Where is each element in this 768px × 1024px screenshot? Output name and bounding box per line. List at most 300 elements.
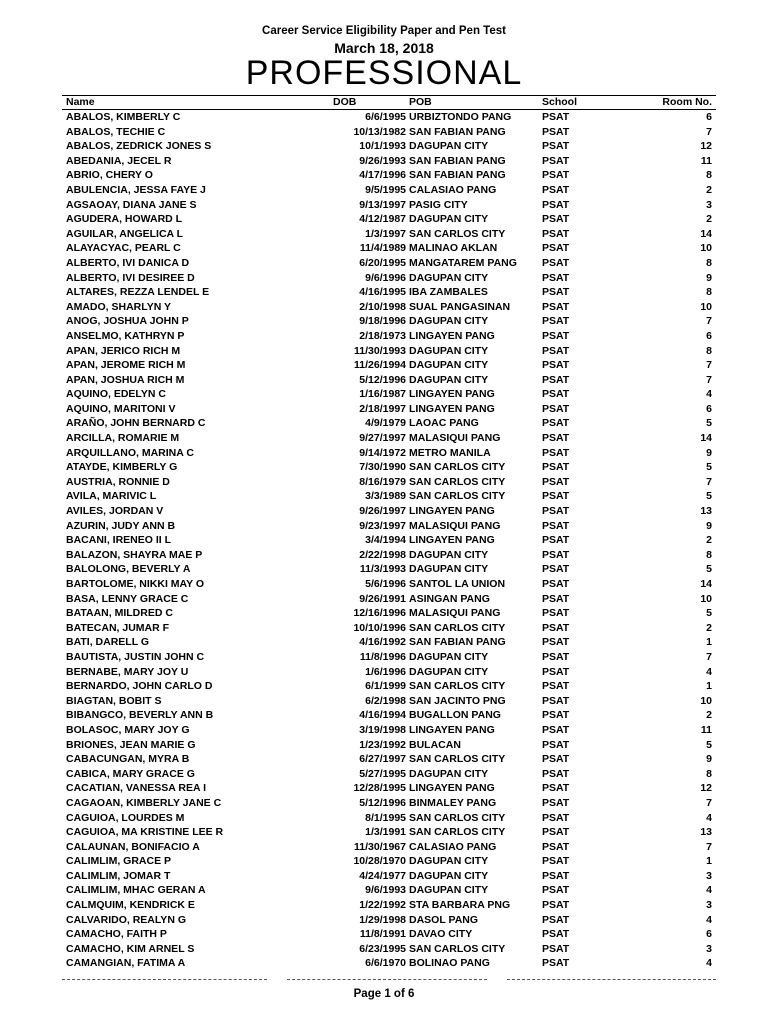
cell-dob: 11/4/1989 — [359, 242, 406, 255]
cell-room: 7 — [706, 650, 712, 663]
cell-school: PSAT — [542, 242, 570, 255]
cell-name: ARQUILLANO, MARINA C — [66, 446, 194, 459]
cell-school: PSAT — [542, 344, 570, 357]
cell-school: PSAT — [542, 198, 570, 211]
table-row — [0, 358, 768, 373]
cell-name: CAMACHO, KIM ARNEL S — [66, 942, 195, 955]
cell-pob: DAGUPAN CITY — [409, 344, 489, 357]
cell-name: CAMANGIAN, FATIMA A — [66, 957, 186, 970]
cell-pob: SAN CARLOS CITY — [409, 475, 506, 488]
cell-school: PSAT — [542, 388, 570, 401]
cell-name: BIAGTAN, BOBIT S — [66, 694, 162, 707]
cell-dob: 1/16/1987 — [359, 388, 406, 401]
cell-room: 4 — [706, 913, 712, 926]
table-row — [0, 738, 768, 753]
table-row — [0, 679, 768, 694]
cell-name: ALTARES, REZZA LENDEL E — [66, 286, 210, 299]
cell-name: CAGUIOA, LOURDES M — [66, 811, 185, 824]
cell-name: ANSELMO, KATHRYN P — [66, 329, 185, 342]
cell-dob: 12/16/1996 — [353, 607, 406, 620]
cell-room: 8 — [706, 548, 712, 561]
cell-dob: 2/18/1997 — [359, 402, 406, 415]
table-row — [0, 460, 768, 475]
cell-dob: 9/23/1997 — [359, 519, 406, 532]
cell-name: BAUTISTA, JUSTIN JOHN C — [66, 650, 205, 663]
cell-dob: 8/16/1979 — [359, 475, 406, 488]
table-row — [0, 154, 768, 169]
cell-room: 10 — [700, 242, 712, 255]
cell-school: PSAT — [542, 140, 570, 153]
cell-dob: 5/27/1995 — [359, 767, 406, 780]
table-row — [0, 227, 768, 242]
cell-pob: SAN CARLOS CITY — [409, 680, 506, 693]
cell-dob: 4/16/1994 — [359, 709, 406, 722]
cell-school: PSAT — [542, 811, 570, 824]
cell-room: 7 — [706, 373, 712, 386]
cell-school: PSAT — [542, 402, 570, 415]
cell-school: PSAT — [542, 256, 570, 269]
cell-pob: MALASIQUI PANG — [409, 519, 501, 532]
cell-dob: 12/28/1995 — [353, 782, 406, 795]
cell-name: AUSTRIA, RONNIE D — [66, 475, 170, 488]
cell-school: PSAT — [542, 782, 570, 795]
table-row — [0, 285, 768, 300]
cell-dob: 1/22/1992 — [359, 899, 406, 912]
cell-room: 9 — [706, 519, 712, 532]
cell-name: BALOLONG, BEVERLY A — [66, 563, 191, 576]
cell-pob: CALASIAO PANG — [409, 840, 497, 853]
cell-dob: 11/3/1993 — [359, 563, 406, 576]
table-row — [0, 942, 768, 957]
cell-dob: 10/1/1993 — [359, 140, 406, 153]
cell-pob: BOLINAO PANG — [409, 957, 490, 970]
cell-pob: BULACAN — [409, 738, 461, 751]
table-row — [0, 533, 768, 548]
cell-room: 7 — [706, 315, 712, 328]
cell-pob: DAVAO CITY — [409, 928, 473, 941]
cell-pob: METRO MANILA — [409, 446, 491, 459]
cell-school: PSAT — [542, 300, 570, 313]
cell-room: 12 — [700, 140, 712, 153]
cell-school: PSAT — [542, 417, 570, 430]
cell-dob: 9/5/1995 — [365, 183, 406, 196]
cell-pob: SAN FABIAN PANG — [409, 636, 506, 649]
cell-dob: 9/27/1997 — [359, 432, 406, 445]
cell-dob: 4/9/1979 — [365, 417, 406, 430]
cell-dob: 9/13/1997 — [359, 198, 406, 211]
cell-pob: DAGUPAN CITY — [409, 548, 489, 561]
table-row — [0, 577, 768, 592]
cell-room: 11 — [700, 723, 712, 736]
cell-name: CAGAOAN, KIMBERLY JANE C — [66, 796, 222, 809]
cell-name: CALAUNAN, BONIFACIO A — [66, 840, 200, 853]
cell-pob: ASINGAN PANG — [409, 592, 490, 605]
table-row — [0, 198, 768, 213]
cell-pob: URBIZTONDO PANG — [409, 111, 512, 123]
cell-dob: 5/12/1996 — [359, 796, 406, 809]
cell-name: ALBERTO, IVI DESIREE D — [66, 271, 195, 284]
cell-room: 7 — [706, 125, 712, 138]
cell-name: BATI, DARELL G — [66, 636, 150, 649]
cell-room: 2 — [706, 534, 712, 547]
cell-room: 1 — [706, 855, 712, 868]
table-row — [0, 475, 768, 490]
table-row — [0, 592, 768, 607]
cell-room: 6 — [706, 928, 712, 941]
table-row — [0, 446, 768, 461]
column-header-dob: DOB — [333, 96, 357, 108]
cell-name: BERNARDO, JOHN CARLO D — [66, 680, 213, 693]
cell-dob: 6/23/1995 — [359, 942, 406, 955]
table-row — [0, 811, 768, 826]
cell-room: 5 — [706, 563, 712, 576]
cell-dob: 10/10/1996 — [353, 621, 406, 634]
table-row — [0, 781, 768, 796]
cell-room: 12 — [700, 782, 712, 795]
cell-room: 2 — [706, 621, 712, 634]
cell-school: PSAT — [542, 519, 570, 532]
cell-name: CALIMLIM, MHAC GERAN A — [66, 884, 206, 897]
cell-dob: 3/4/1994 — [365, 534, 406, 547]
footer-divider — [507, 979, 716, 980]
cell-dob: 6/6/1970 — [365, 957, 406, 970]
cell-room: 6 — [706, 111, 712, 123]
cell-pob: SAN FABIAN PANG — [409, 154, 506, 167]
table-row — [0, 708, 768, 723]
cell-dob: 3/19/1998 — [359, 723, 406, 736]
cell-pob: DAGUPAN CITY — [409, 855, 489, 868]
table-row — [0, 635, 768, 650]
table-row — [0, 606, 768, 621]
table-row — [0, 854, 768, 869]
table-row — [0, 314, 768, 329]
cell-room: 4 — [706, 665, 712, 678]
cell-pob: DAGUPAN CITY — [409, 767, 489, 780]
cell-room: 8 — [706, 256, 712, 269]
cell-dob: 1/3/1991 — [365, 826, 406, 839]
cell-name: ALBERTO, IVI DANICA D — [66, 256, 190, 269]
cell-pob: DAGUPAN CITY — [409, 359, 489, 372]
cell-school: PSAT — [542, 329, 570, 342]
cell-name: BASA, LENNY GRACE C — [66, 592, 189, 605]
cell-dob: 10/13/1982 — [353, 125, 406, 138]
cell-school: PSAT — [542, 563, 570, 576]
cell-pob: LINGAYEN PANG — [409, 388, 495, 401]
cell-pob: SAN CARLOS CITY — [409, 227, 506, 240]
cell-pob: LINGAYEN PANG — [409, 402, 495, 415]
cell-dob: 11/30/1993 — [354, 344, 406, 357]
cell-room: 10 — [700, 300, 712, 313]
cell-room: 1 — [706, 680, 712, 693]
cell-dob: 6/27/1997 — [359, 753, 406, 766]
cell-name: ABALOS, ZEDRICK JONES S — [66, 140, 212, 153]
cell-name: AGSAOAY, DIANA JANE S — [66, 198, 197, 211]
exam-date: March 18, 2018 — [334, 40, 434, 56]
table-row — [0, 913, 768, 928]
table-row — [0, 271, 768, 286]
cell-pob: MALINAO AKLAN — [409, 242, 498, 255]
cell-room: 10 — [700, 694, 712, 707]
cell-name: APAN, JEROME RICH M — [66, 359, 186, 372]
cell-room: 7 — [706, 359, 712, 372]
page-number: Page 1 of 6 — [353, 988, 415, 1000]
cell-school: PSAT — [542, 286, 570, 299]
cell-school: PSAT — [542, 753, 570, 766]
cell-dob: 1/29/1998 — [359, 913, 406, 926]
cell-name: ATAYDE, KIMBERLY G — [66, 461, 178, 474]
table-row — [0, 694, 768, 709]
cell-school: PSAT — [542, 227, 570, 240]
cell-school: PSAT — [542, 111, 570, 123]
cell-school: PSAT — [542, 884, 570, 897]
table-row — [0, 110, 768, 125]
table-row — [0, 344, 768, 359]
cell-room: 3 — [706, 198, 712, 211]
table-row — [0, 562, 768, 577]
table-row — [0, 212, 768, 227]
cell-dob: 11/8/1991 — [359, 928, 406, 941]
cell-dob: 5/6/1996 — [365, 578, 406, 590]
cell-school: PSAT — [542, 125, 570, 138]
cell-name: AGUDERA, HOWARD L — [66, 213, 183, 226]
cell-dob: 4/17/1996 — [359, 169, 406, 182]
cell-name: APAN, JOSHUA RICH M — [66, 373, 185, 386]
cell-dob: 1/3/1997 — [365, 227, 406, 240]
table-row — [0, 519, 768, 534]
table-row — [0, 489, 768, 504]
table-row — [0, 431, 768, 446]
cell-name: ALAYACYAC, PEARL C — [66, 242, 181, 255]
exam-title: Career Service Eligibility Paper and Pen Test — [262, 25, 506, 37]
cell-school: PSAT — [542, 271, 570, 284]
table-row — [0, 767, 768, 782]
cell-pob: DAGUPAN CITY — [409, 869, 489, 882]
cell-school: PSAT — [542, 738, 570, 751]
cell-dob: 4/12/1987 — [359, 213, 406, 226]
cell-pob: LINGAYEN PANG — [409, 505, 495, 518]
cell-school: PSAT — [542, 840, 570, 853]
cell-room: 2 — [706, 709, 712, 722]
cell-pob: MANGATAREM PANG — [409, 256, 517, 269]
cell-dob: 9/6/1993 — [365, 884, 406, 897]
cell-name: ARAÑO, JOHN BERNARD C — [66, 417, 206, 430]
cell-school: PSAT — [542, 942, 570, 955]
table-row — [0, 139, 768, 154]
cell-school: PSAT — [542, 899, 570, 912]
cell-name: BARTOLOME, NIKKI MAY O — [66, 578, 205, 590]
table-row — [0, 256, 768, 271]
cell-dob: 10/28/1970 — [353, 855, 406, 868]
cell-pob: SAN CARLOS CITY — [409, 621, 506, 634]
cell-name: AVILES, JORDAN V — [66, 505, 164, 518]
cell-school: PSAT — [542, 548, 570, 561]
cell-room: 8 — [706, 169, 712, 182]
cell-school: PSAT — [542, 928, 570, 941]
cell-pob: LINGAYEN PANG — [409, 329, 495, 342]
cell-pob: DASOL PANG — [409, 913, 479, 926]
cell-name: BOLASOC, MARY JOY G — [66, 723, 190, 736]
cell-dob: 6/2/1998 — [365, 694, 406, 707]
cell-room: 1 — [706, 636, 712, 649]
cell-school: PSAT — [542, 490, 570, 503]
cell-room: 4 — [706, 957, 712, 970]
cell-pob: SAN CARLOS CITY — [409, 811, 506, 824]
cell-pob: SAN FABIAN PANG — [409, 125, 506, 138]
cell-room: 7 — [706, 796, 712, 809]
cell-room: 5 — [706, 461, 712, 474]
cell-dob: 2/10/1998 — [359, 300, 406, 313]
table-row — [0, 402, 768, 417]
cell-name: CAMACHO, FAITH P — [66, 928, 167, 941]
cell-dob: 3/3/1989 — [365, 490, 406, 503]
cell-pob: SAN CARLOS CITY — [409, 942, 506, 955]
cell-school: PSAT — [542, 183, 570, 196]
cell-pob: DAGUPAN CITY — [409, 315, 489, 328]
cell-pob: LAOAC PANG — [409, 417, 479, 430]
cell-pob: SAN FABIAN PANG — [409, 169, 506, 182]
table-row — [0, 723, 768, 738]
table-row — [0, 621, 768, 636]
cell-pob: SAN JACINTO PNG — [409, 694, 506, 707]
cell-dob: 6/20/1995 — [359, 256, 406, 269]
cell-name: BIBANGCO, BEVERLY ANN B — [66, 709, 214, 722]
cell-name: APAN, JERICO RICH M — [66, 344, 181, 357]
cell-pob: CALASIAO PANG — [409, 183, 497, 196]
table-row — [0, 927, 768, 942]
cell-pob: IBA ZAMBALES — [409, 286, 488, 299]
cell-room: 4 — [706, 811, 712, 824]
cell-pob: SAN CARLOS CITY — [409, 826, 506, 839]
cell-dob: 11/8/1996 — [359, 650, 406, 663]
cell-pob: BUGALLON PANG — [409, 709, 501, 722]
cell-room: 2 — [706, 183, 712, 196]
cell-dob: 9/18/1996 — [359, 315, 406, 328]
cell-school: PSAT — [542, 650, 570, 663]
cell-name: CALVARIDO, REALYN G — [66, 913, 186, 926]
cell-pob: SAN CARLOS CITY — [409, 490, 506, 503]
table-row — [0, 183, 768, 198]
cell-room: 14 — [700, 578, 712, 590]
cell-name: BALAZON, SHAYRA MAE P — [66, 548, 203, 561]
cell-dob: 6/1/1999 — [365, 680, 406, 693]
cell-name: CALMQUIM, KENDRICK E — [66, 899, 195, 912]
cell-dob: 8/1/1995 — [365, 811, 406, 824]
cell-room: 4 — [706, 388, 712, 401]
cell-pob: LINGAYEN PANG — [409, 723, 495, 736]
cell-name: ABULENCIA, JESSA FAYE J — [66, 183, 206, 196]
cell-school: PSAT — [542, 665, 570, 678]
cell-name: CALIMLIM, JOMAR T — [66, 869, 171, 882]
cell-dob: 2/18/1973 — [359, 329, 406, 342]
cell-pob: PASIG CITY — [409, 198, 468, 211]
cell-school: PSAT — [542, 723, 570, 736]
cell-school: PSAT — [542, 869, 570, 882]
cell-name: BATECAN, JUMAR F — [66, 621, 170, 634]
cell-room: 11 — [700, 154, 712, 167]
cell-school: PSAT — [542, 505, 570, 518]
cell-school: PSAT — [542, 432, 570, 445]
cell-name: ABALOS, TECHIE C — [66, 125, 166, 138]
cell-dob: 9/26/1997 — [359, 505, 406, 518]
cell-room: 14 — [700, 227, 712, 240]
cell-name: AQUINO, MARITONI V — [66, 402, 176, 415]
cell-room: 8 — [706, 344, 712, 357]
cell-room: 3 — [706, 899, 712, 912]
cell-name: AVILA, MARIVIC L — [66, 490, 157, 503]
cell-pob: DAGUPAN CITY — [409, 213, 489, 226]
cell-school: PSAT — [542, 913, 570, 926]
footer-divider — [62, 979, 267, 980]
cell-name: ABRIO, CHERY O — [66, 169, 153, 182]
cell-name: ANOG, JOSHUA JOHN P — [66, 315, 189, 328]
cell-name: BRIONES, JEAN MARIE G — [66, 738, 196, 751]
cell-dob: 1/6/1996 — [365, 665, 406, 678]
cell-pob: DAGUPAN CITY — [409, 563, 489, 576]
cell-pob: DAGUPAN CITY — [409, 271, 489, 284]
cell-room: 13 — [700, 826, 712, 839]
table-row — [0, 168, 768, 183]
cell-name: BERNABE, MARY JOY U — [66, 665, 189, 678]
cell-pob: BINMALEY PANG — [409, 796, 497, 809]
cell-room: 5 — [706, 607, 712, 620]
column-header-school: School — [542, 96, 578, 108]
cell-room: 5 — [706, 417, 712, 430]
cell-room: 13 — [700, 505, 712, 518]
cell-room: 4 — [706, 884, 712, 897]
cell-room: 8 — [706, 767, 712, 780]
table-row — [0, 300, 768, 315]
table-row — [0, 883, 768, 898]
cell-school: PSAT — [542, 315, 570, 328]
cell-name: CAGUIOA, MA KRISTINE LEE R — [66, 826, 224, 839]
table-row — [0, 796, 768, 811]
cell-school: PSAT — [542, 475, 570, 488]
cell-name: ABALOS, KIMBERLY C — [66, 111, 181, 123]
table-row — [0, 373, 768, 388]
cell-room: 9 — [706, 753, 712, 766]
cell-room: 5 — [706, 738, 712, 751]
cell-name: BACANI, IRENEO II L — [66, 534, 172, 547]
table-row — [0, 548, 768, 563]
cell-school: PSAT — [542, 636, 570, 649]
cell-school: PSAT — [542, 373, 570, 386]
cell-dob: 4/24/1977 — [359, 869, 406, 882]
cell-name: AMADO, SHARLYN Y — [66, 300, 172, 313]
cell-room: 14 — [700, 432, 712, 445]
cell-school: PSAT — [542, 855, 570, 868]
column-header-name: Name — [66, 96, 95, 108]
cell-pob: SAN CARLOS CITY — [409, 461, 506, 474]
cell-dob: 11/26/1994 — [354, 359, 406, 372]
cell-school: PSAT — [542, 213, 570, 226]
cell-name: ARCILLA, ROMARIE M — [66, 432, 180, 445]
cell-room: 6 — [706, 402, 712, 415]
cell-pob: SANTOL LA UNION — [409, 578, 506, 590]
cell-dob: 5/12/1996 — [359, 373, 406, 386]
cell-school: PSAT — [542, 169, 570, 182]
cell-pob: MALASIQUI PANG — [409, 432, 501, 445]
table-row — [0, 752, 768, 767]
cell-room: 5 — [706, 490, 712, 503]
table-row — [0, 840, 768, 855]
cell-pob: SUAL PANGASINAN — [409, 300, 511, 313]
cell-school: PSAT — [542, 826, 570, 839]
cell-room: 2 — [706, 213, 712, 226]
cell-dob: 9/6/1996 — [365, 271, 406, 284]
cell-school: PSAT — [542, 796, 570, 809]
column-header-pob: POB — [409, 96, 432, 108]
cell-pob: DAGUPAN CITY — [409, 650, 489, 663]
